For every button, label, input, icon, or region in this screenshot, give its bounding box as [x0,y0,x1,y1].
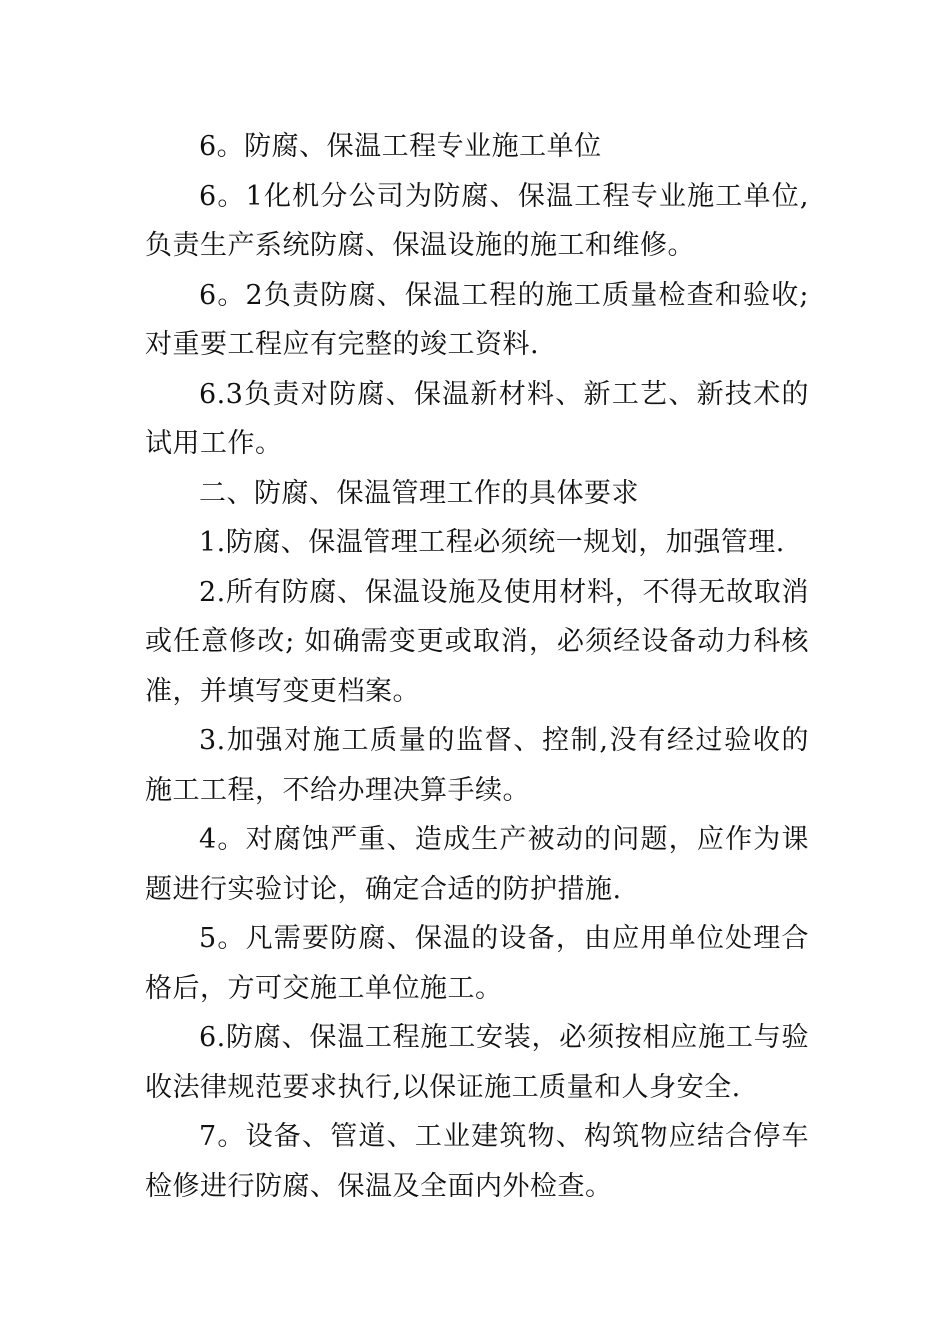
paragraph-6-3: 6.3负责对防腐、保温新材料、新工艺、新技术的试用工作。 [145,378,809,459]
paragraph-req-4: 4。对腐蚀严重、造成生产被动的问题，应作为课题进行实验讨论，确定合适的防护措施. [145,824,809,905]
paragraph-req-3: 3.加强对施工质量的监督、控制,没有经过验收的施工工程，不给办理决算手续。 [145,725,809,806]
paragraph-section-6-title: 6。防腐、保温工程专业施工单位 [199,131,602,162]
paragraph-req-5: 5。凡需要防腐、保温的设备，由应用单位处理合格后，方可交施工单位施工。 [145,923,809,1004]
paragraph-req-7: 7。设备、管道、工业建筑物、构筑物应结合停车检修进行防腐、保温及全面内外检查。 [145,1121,809,1202]
paragraph-6-1: 6。1化机分公司为防腐、保温工程专业施工单位,负责生产系统防腐、保温设施的施工和维修。 [145,180,809,261]
paragraph-req-2: 2.所有防腐、保温设施及使用材料，不得无故取消或任意修改; 如确需变更或取消，必须经设备动力科核准，并填写变更档案。 [145,576,809,707]
paragraph-req-6: 6.防腐、保温工程施工安装，必须按相应施工与验收法律规范要求执行,以保证施工质量和人身安全. [145,1022,809,1103]
paragraph-section-2-title: 二、防腐、保温管理工作的具体要求 [199,477,639,509]
paragraph-req-1: 1.防腐、保温管理工程必须统一规划，加强管理. [199,527,785,558]
document-body [145,122,809,1211]
paragraph-6-2: 6。2负责防腐、保温工程的施工质量检查和验收; 对重要工程应有完整的竣工资料. [145,279,809,360]
